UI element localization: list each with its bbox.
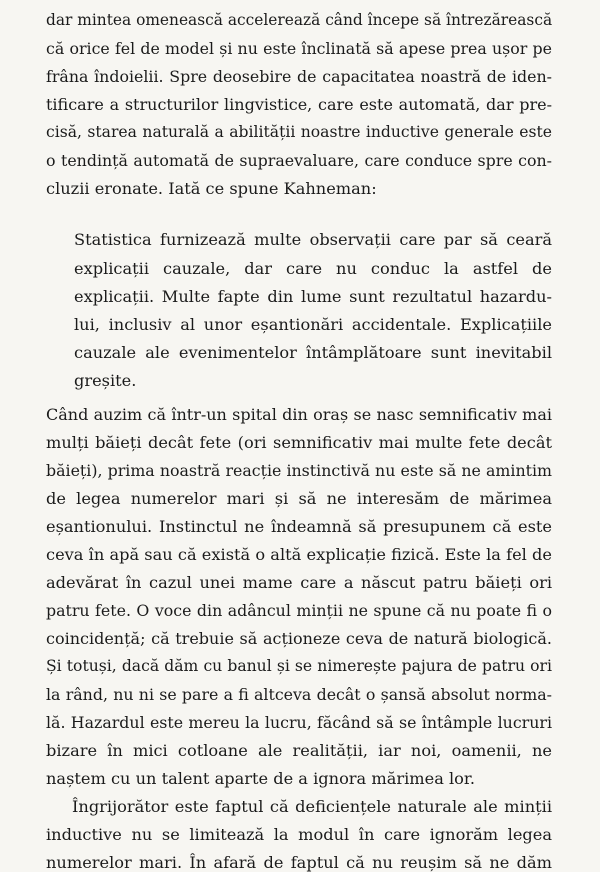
- text-line: numerelor mari. În afară de faptul că nu reușim să ne dăm: [46, 853, 552, 872]
- text-line: bizare în mici cotloane ale realității, iar noi, oamenii, ne: [46, 741, 552, 760]
- quote-line: explicații. Multe fapte din lume sunt rezultatul hazardu-: [74, 287, 552, 306]
- quote-line: Statistica furnizează multe observații care par să ceară: [74, 230, 552, 249]
- text-line: inductive nu se limitează la modul în care ignorăm legea: [46, 825, 552, 844]
- text-line: băieți), prima noastră reacție instinctivă nu este să ne amintim: [46, 461, 552, 480]
- text-line: Când auzim că într-un spital din oraș se nasc semnificativ mai: [46, 405, 552, 424]
- text-line: că orice fel de model și nu este înclinată să apese prea ușor pe: [46, 39, 552, 58]
- text-line: lă. Hazardul este mereu la lucru, făcând să se întâmple lucruri: [46, 713, 552, 732]
- quote-line: explicații cauzale, dar care nu conduc la astfel de: [74, 259, 552, 278]
- text-line: eșantionului. Instinctul ne îndeamnă să presupunem că este: [46, 517, 552, 536]
- text-line: patru fete. O voce din adâncul minții ne spune că nu poate fi o: [46, 601, 552, 620]
- quote-line: greșite.: [74, 371, 137, 390]
- text-line: naștem cu un talent aparte de a ignora mărimea lor.: [46, 769, 476, 788]
- text-line: frâna îndoielii. Spre deosebire de capacitatea noastră de iden-: [46, 67, 552, 86]
- text-line: adevărat în cazul unei mame care a născut patru băieți ori: [46, 573, 552, 592]
- text-line: cisă, starea naturală a abilității noastre inductive generale este: [46, 123, 552, 141]
- text-line: cluzii eronate. Iată ce spune Kahneman:: [46, 179, 377, 198]
- text-line: de legea numerelor mari și să ne interesăm de mărimea: [46, 489, 552, 508]
- text-line: mulți băieți decât fete (ori semnificativ mai multe fete decât: [46, 433, 552, 452]
- text-line: coincidență; că trebuie să acționeze ceva de natură biologică.: [46, 629, 552, 648]
- quote-line: lui, inclusiv al unor eșantionări accidentale. Explicațiile: [74, 315, 552, 334]
- text-line: ceva în apă sau că există o altă explicație fizică. Este la fel de: [46, 545, 552, 564]
- text-line: tificare a structurilor lingvistice, care este automată, dar pre-: [46, 95, 552, 114]
- text-line: o tendință automată de supraevaluare, care conduce spre con-: [46, 151, 552, 170]
- text-line: la rând, nu ni se pare a fi altceva decât o șansă absolut norma-: [46, 685, 552, 704]
- text-line: Și totuși, dacă dăm cu banul și se nimerește pajura de patru ori: [46, 657, 552, 675]
- quote-line: cauzale ale evenimentelor întâmplătoare sunt inevitabil: [74, 343, 552, 362]
- text-line: dar mintea omenească accelerează când începe să întrezărească: [46, 11, 553, 29]
- text-line: Îngrijorător este faptul că deficiențele naturale ale minții: [72, 797, 552, 816]
